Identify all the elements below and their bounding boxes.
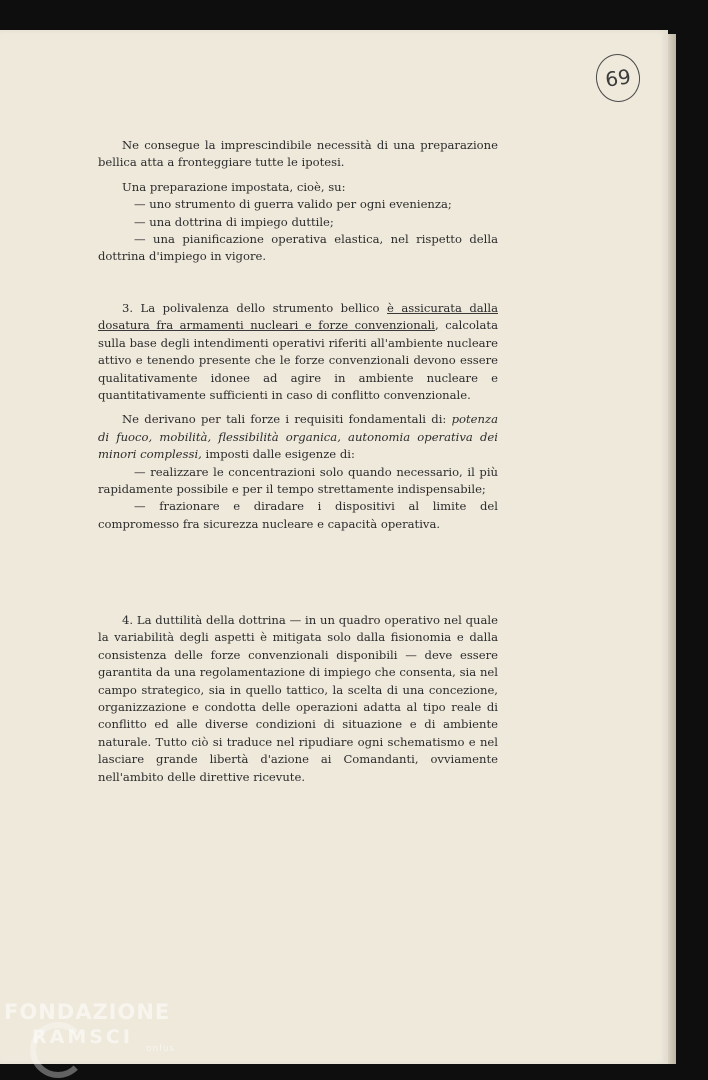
watermark [4,1000,175,1054]
italic-text: potenza di fuoco, mobilità, flessibilità organica, autonomia operativa dei minori complessi, [98,412,498,462]
paragraph: Ne consegue la imprescindibile necessità di una preparazione bellica atta a fronteggiare tutte le ipotesi. [98,138,498,170]
paragraph [98,300,498,404]
paragraph: Una preparazione impostata, cioè, su: [122,179,346,194]
list-item: — uno strumento di guerra valido per ogni evenienza; [134,197,452,212]
list-item: — una pianificazione operativa elastica, nel rispetto della dottrina d'impiego in vigore. [98,232,498,264]
list-item: — realizzare le concentrazioni solo quando necessario, il più rapidamente possibile e per il tempo strettamente indispensabile; [98,464,498,497]
paragraph: 4. La duttilità della dottrina — in un quadro operativo nel quale la variabilità degli aspetti è mitigata solo dalla fisionomia e dalla consistenza delle forze convenzionali disponibili — deve essere garantita da una regolamentazione di impiego che consenta, sia nel campo strategico, sia in quello tattico, la scelta di una concezione, organizzazione e condotta delle operazioni adatta al tipo reale di conflitto ed alle diverse condizioni di situazione e di ambiente naturale. Tutto ciò si traduce nel ripudiare ogni schematismo e nel lasciare grande libertà d'azione ai Comandanti, ovviamente nell'ambito delle direttive ricevute. [98,613,498,784]
section-1 [98,137,498,266]
paragraph [98,411,498,463]
paragraph-text: 3. La polivalenza dello strumento bellico [122,301,388,315]
section-3 [98,300,498,533]
underlined-text: è assicurata dalla dosatura fra armamenti nucleari e forze convenzionali [98,301,498,333]
section-4 [98,612,498,786]
watermark-line: onlus [146,1044,176,1054]
page-number-handwritten: 69 [593,51,643,105]
paragraph-text: Ne derivano per tali forze i requisiti fondamentali di: [122,412,452,427]
paragraph-text: imposti dalle esigenze di: [201,447,355,462]
watermark-line: RAMSCI [32,1026,133,1048]
page-edge [668,34,676,1064]
paragraph-text: , calcolata sulla base degli intendimenti operativi riferiti all'ambiente nucleare attivo e tenendo presente che le forze convenzionali devono essere qualitativamente idonee ad agire in ambiente nucleare e quantitativamente sufficienti in caso di conflitto convenzionale. [98,318,498,403]
list-item: — una dottrina di impiego duttile; [134,214,334,229]
watermark-line: FONDAZIONE [4,1000,171,1024]
list-item: — frazionare e diradare i dispositivi al limite del compromesso fra sicurezza nucleare e capacità operativa. [98,499,498,531]
